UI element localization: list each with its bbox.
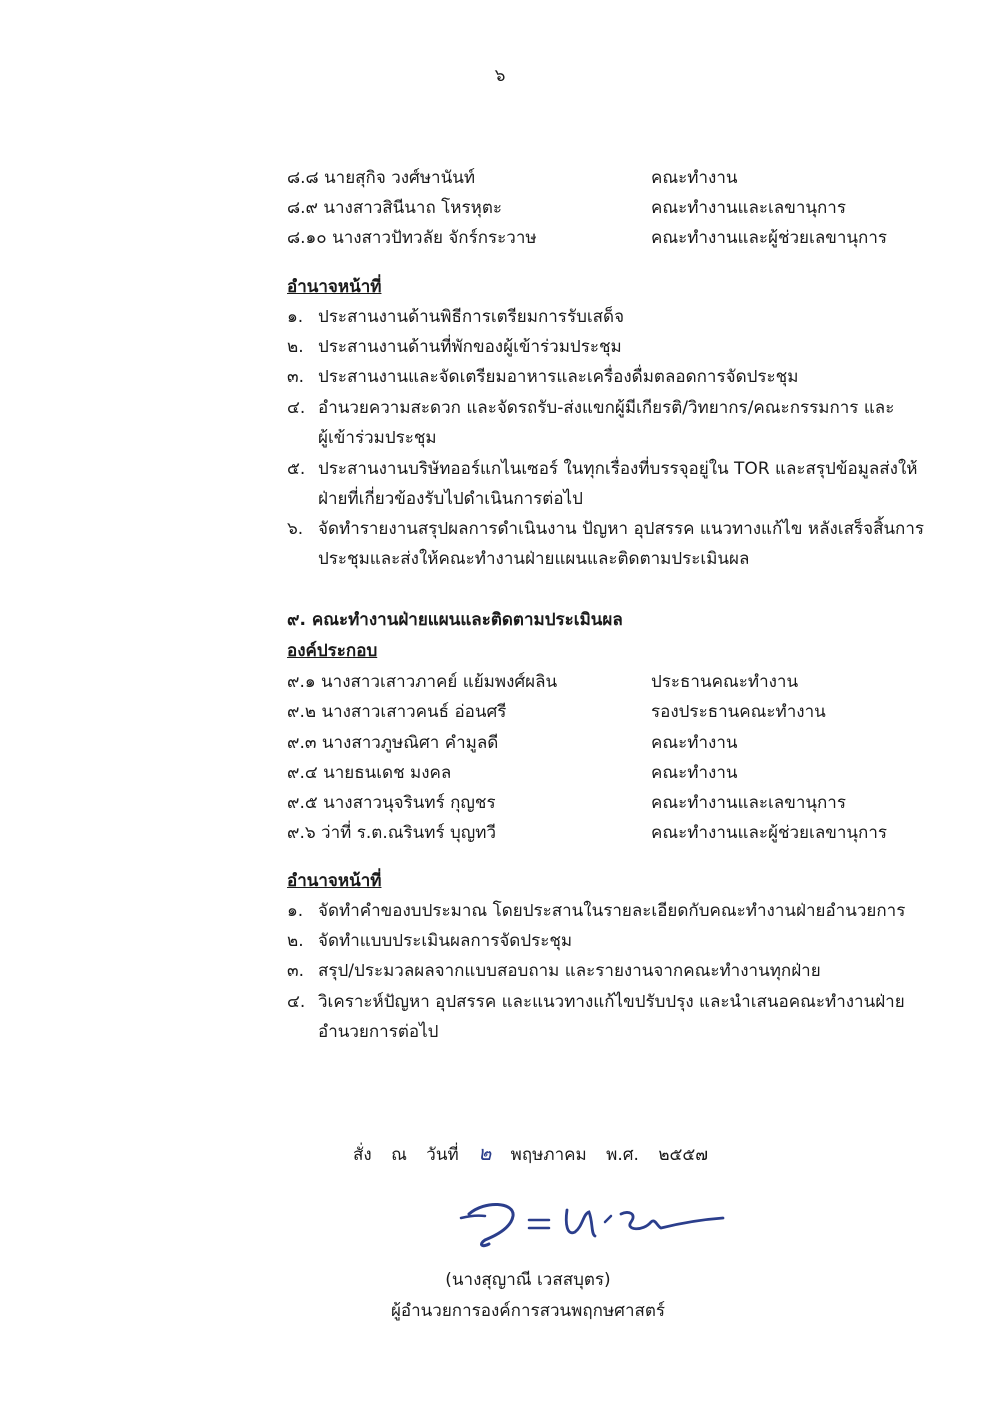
order-date-line [353,1138,722,1170]
era: พ.ศ. [606,1145,639,1165]
section-title: ๙. คณะทำงานฝ่ายแผนและติดตามประเมินผล [287,610,623,630]
duty-text-continued: ฝ่ายที่เกี่ยวข้องรับไปดำเนินการต่อไป [318,489,583,509]
member-role: คณะทำงาน [651,763,738,783]
member-role: ประธานคณะทำงาน [651,672,799,692]
duties-heading: อำนาจหน้าที่ [287,871,382,891]
duty-text: ประสานงานและจัดเตรียมอาหารและเครื่องดื่มตลอดการจัดประชุม [318,367,799,387]
handwritten-signature [455,1192,735,1252]
member-name: ๙.๑ นางสาวเสาวภาคย์ แย้มพงศ์ผลิน [287,672,558,692]
member-name: ๙.๕ นางสาวนุจรินทร์ กุญชร [287,793,496,813]
duty-item [287,332,927,362]
duty-text: จัดทำรายงานสรุปผลการดำเนินงาน ปัญหา อุปสรรค แนวทางแก้ไข หลังเสร็จสิ้นการ [318,519,925,539]
duty-number: ๓. [287,367,305,387]
member-role: รองประธานคณะทำงาน [651,702,826,722]
member-role: คณะทำงานและเลขานุการ [651,198,846,218]
duty-number: ๑. [287,307,304,327]
member-role: คณะทำงานและผู้ช่วยเลขานุการ [651,228,887,248]
duty-item [287,896,927,926]
duty-text-continued: ผู้เข้าร่วมประชุม [318,428,437,448]
at-word: ณ [391,1145,407,1165]
duty-number: ๕. [287,459,306,479]
member-name: ๙.๒ นางสาวเสาวคนธ์ อ่อนศรี [287,702,507,722]
member-name: ๙.๓ นางสาวภูษณิศา คำมูลดี [287,733,499,753]
year: ๒๕๕๗ [658,1145,709,1165]
duty-text: จัดทำแบบประเมินผลการจัดประชุม [318,931,573,951]
member-row [0,758,1000,788]
member-name: ๘.๑๐ นางสาวปัทวลัย จักร์กระวาษ [287,228,537,248]
duty-text: จัดทำคำของบประมาณ โดยประสานในรายละเอียดกับคณะทำงานฝ่ายอำนวยการ [318,901,906,921]
member-row [0,818,1000,848]
duty-number: ๔. [287,992,306,1012]
duty-number: ๒. [287,337,304,357]
month: พฤษภาคม [510,1145,587,1165]
duty-text: ประสานงานด้านพิธีการเตรียมการรับเสด็จ [318,307,625,327]
duty-item [287,362,927,392]
member-name: ๘.๙ นางสาวสินีนาถ โหรหุตะ [287,198,503,218]
duty-item [287,956,927,986]
duty-number: ๑. [287,901,304,921]
date-label: วันที่ [426,1145,459,1165]
duty-item [287,302,927,332]
duty-item [287,393,927,453]
duty-number: ๔. [287,398,306,418]
duty-item [287,987,927,1047]
member-name: ๙.๔ นายธนเดช มงคล [287,763,452,783]
composition-heading: องค์ประกอบ [287,641,378,661]
member-name: ๙.๖ ว่าที่ ร.ต.ณรินทร์ บุญทวี [287,823,497,843]
duty-text: ประสานงานด้านที่พักของผู้เข้าร่วมประชุม [318,337,622,357]
member-row [0,728,1000,758]
signer-name: (นางสุญาณี เวสสบุตร) [445,1270,611,1290]
page-number: ๖ [494,66,506,86]
signer-title: ผู้อำนวยการองค์การสวนพฤกษศาสตร์ [390,1301,666,1321]
member-row [0,667,1000,697]
member-role: คณะทำงานและผู้ช่วยเลขานุการ [651,823,887,843]
handwritten-day: ๒ [478,1141,492,1165]
duties-heading: อำนาจหน้าที่ [287,277,382,297]
duty-text-continued: ประชุมและส่งให้คณะทำงานฝ่ายแผนและติดตามประเมินผล [318,549,750,569]
member-row [0,223,1000,253]
duty-number: ๒. [287,931,304,951]
member-role: คณะทำงาน [651,733,738,753]
duty-item [287,454,927,514]
member-row [0,163,1000,193]
duty-text-continued: อำนวยการต่อไป [318,1022,439,1042]
duty-number: ๓. [287,961,305,981]
duty-text: ประสานงานบริษัทออร์แกไนเซอร์ ในทุกเรื่องที่บรรจุอยู่ใน TOR และสรุปข้อมูลส่งให้ [318,459,918,479]
duty-item [287,514,927,574]
member-role: คณะทำงาน [651,168,738,188]
duty-item [287,926,927,956]
member-row [0,788,1000,818]
order-word: สั่ง [353,1145,372,1165]
member-role: คณะทำงานและเลขานุการ [651,793,846,813]
member-row [0,697,1000,727]
duty-text: สรุป/ประมวลผลจากแบบสอบถาม และรายงานจากคณะทำงานทุกฝ่าย [318,961,821,981]
duty-text: วิเคราะห์ปัญหา อุปสรรค และแนวทางแก้ไขปรับปรุง และนำเสนอคณะทำงานฝ่าย [318,992,905,1012]
duty-text: อำนวยความสะดวก และจัดรถรับ-ส่งแขกผู้มีเกียรติ/วิทยากร/คณะกรรมการ และ [318,398,895,418]
member-row [0,193,1000,223]
member-name: ๘.๘ นายสุกิจ วงศ์ษานันท์ [287,168,476,188]
duty-number: ๖. [287,519,304,539]
